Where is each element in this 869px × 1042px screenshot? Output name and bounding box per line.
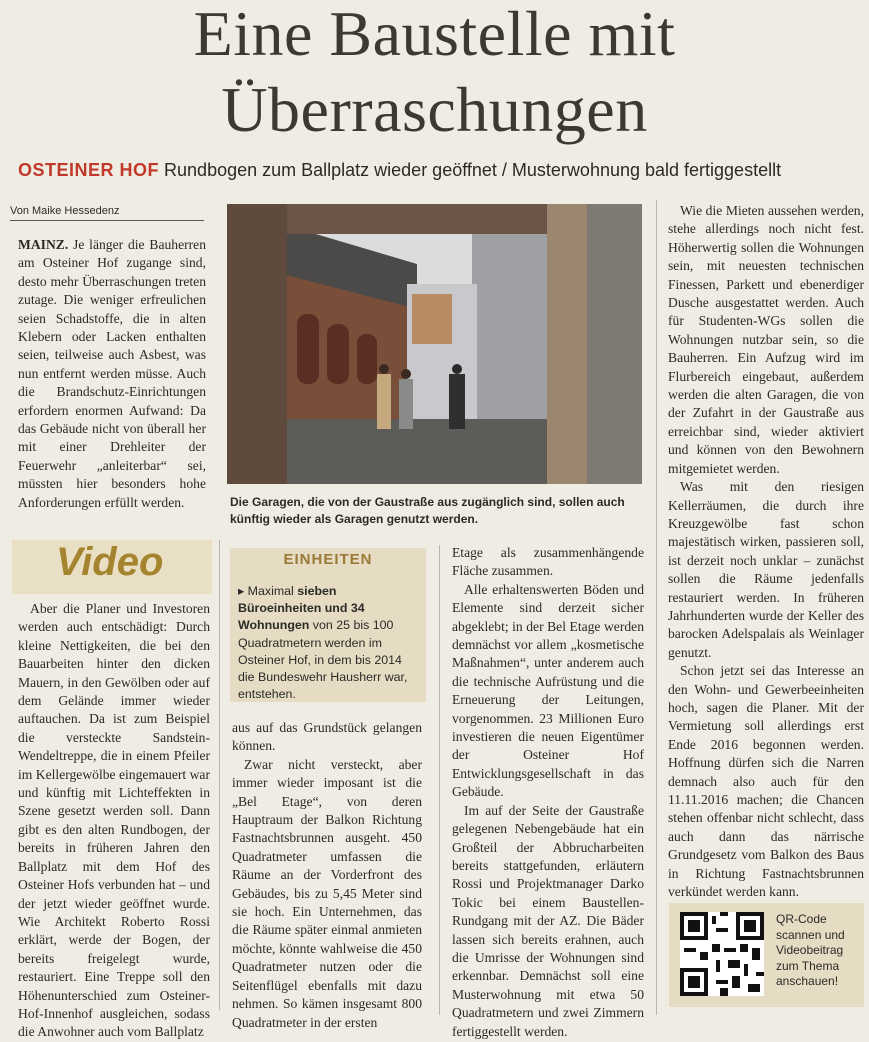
photo-caption: Die Garagen, die von der Gaustraße aus zugänglich sind, sollen auch künftig wieder als Garagen genutzt werden. bbox=[230, 495, 625, 526]
info-bold: sieben Büroeinheiten und 34 Wohnungen bbox=[238, 584, 365, 633]
column-divider bbox=[656, 200, 657, 1015]
intro-text: Je länger die Bauherren am Osteiner Hof zugange sind, desto mehr Überraschungen treten zutage. Die weniger erfreulichen seien Schadstoffe, die in alten Klebern oder Lacken enthalten seien, teilweise auch Asbest, was nun entfernt werden müsse. Auch die Brandschutz-Einrichtungen erfordern enormen Aufwand: Da das Gebäude nicht von überall her mit einer Drehleiter der Feuerwehr „anleiterbar“ sei, müssten hier besonders hohe Anforderungen erfüllt werden. bbox=[18, 237, 206, 510]
kicker-subtitle: Rundbogen zum Ballplatz wieder geöffnet / Musterwohnung bald fertiggestellt bbox=[164, 160, 782, 180]
column-4 bbox=[668, 202, 864, 901]
info-box-text bbox=[238, 583, 421, 703]
paragraph: Etage als zusammenhängende Fläche zusammen. bbox=[452, 545, 644, 579]
column-3 bbox=[452, 544, 644, 1041]
article-photo bbox=[227, 204, 642, 484]
qr-text: QR-Code scannen und Videobeitrag zum Thema anschauen! bbox=[776, 912, 845, 988]
paragraph: Was mit den riesigen Kellerräumen, die durch ihre Kreuzgewölbe fast schon majestätisch wirken, passieren soll, ist derzeit noch unklar – zunächst sollen die Räume jedenfalls restauriert werden. In früheren Jahrhunderten wurde der Keller des barocken Adelspalais als Weinlager genutzt. bbox=[668, 479, 864, 660]
column-2 bbox=[232, 719, 422, 1032]
byline: Von Maike Hessedenz bbox=[10, 205, 204, 221]
garage-courtyard-photo bbox=[227, 204, 642, 484]
column-1-top bbox=[18, 236, 206, 512]
info-rest: von 25 bis 100 Quadratmetern werden im Osteiner Hof, in dem bis 2014 die Bundeswehr Hausherr war, entstehen. bbox=[238, 618, 408, 702]
column-divider bbox=[219, 540, 220, 1010]
video-banner bbox=[12, 540, 212, 594]
paragraph: Zwar nicht versteckt, aber immer wieder imposant ist die „Bel Etage“, von deren Hauptraum der Balkon Richtung Fastnachtsbrunnen ausgeht. 450 Quadratmeter umfassen die Räume an der Vorderfront des Gebäudes, bis zu 5,45 Meter sind sie hoch. Ein Unternehmen, das die Räume später einmal anmieten möchte, könnte wahlweise die 450 Quadratmeter nutzen oder die Seitenflügel ebenfalls mit dazu nehmen. So kämen insgesamt 800 Quadratmeter in der ersten bbox=[232, 756, 422, 1030]
paragraph: Aber die Planer und Investoren werden auch entschädigt: Durch kleine Nettigkeiten, die bei den Bauarbeiten hinter den dicken Mauern, in den Gewölben oder auf dem Gelände immer wieder auftauchen. Da ist zum Beispiel die versteckte Sandstein-Wendeltreppe, die in einem Pfeiler im Kellergewölbe eingemauert war und künftig mit Lichteffekten in Szene gesetzt werden soll. Dann gibt es den alten Rundbogen, der bereits in früheren Jahren den Ballplatz mit dem Hof des Osteiner Hofs verbunden hat – und der jetzt wieder geöffnet wurde. Wie Architekt Roberto Rossi erklärt, werde der Bogen, der bereits freigelegt wurde, restauriert. Eine Treppe soll den Höhenunterschied zum Osteiner-Hof-Innenhof ausgleichen, sodass die Anwohner auch vom Ballplatz bbox=[18, 601, 210, 1040]
paragraph: Im auf der Seite der Gaustraße gelegenen Nebengebäude hat ein Großteil der Abbrucharbeiten bereits stattgefunden, erläutern Rossi und Projektmanager Darko Tokic bei einem Baustellen-Rundgang mit der AZ. Die Bäder lassen sich bereits erahnen, auch die Umrisse der Wohnungen sind erkennbar. Demnächst soll eine Musterwohnung mit etwa 50 Quadratmetern und zwei Zimmern fertiggestellt werden. bbox=[452, 802, 644, 1039]
kicker bbox=[18, 160, 781, 181]
kicker-section: OSTEINER HOF bbox=[18, 160, 160, 180]
qr-code-icon[interactable] bbox=[680, 912, 764, 996]
headline-line-2: Überraschungen bbox=[221, 74, 648, 145]
info-bullet: ▸ Maximal bbox=[238, 584, 294, 598]
video-label: Video bbox=[56, 540, 164, 584]
paragraph: Schon jetzt sei das Interesse an den Wohn- und Gewerbeeinheiten hoch, sagen die Planer. Mit der Vermietung soll allerdings erst Ende 2016 begonnen werden. Hoffnung dürfen sich die Narren demnach also auch für den 11.11.2016 machen; die Chancen stehen offenbar nicht schlecht, dass auch dann das närrische Grundgesetz vom Balkon des Baus in Richtung Fastnachtsbrunnen verkündet werden kann. bbox=[668, 663, 864, 900]
column-1-bottom bbox=[18, 600, 210, 1042]
paragraph: Wie die Mieten aussehen werden, stehe allerdings noch nicht fest. Höherwertig sollen die Wohnungen sein, mit neuesten technischen Finessen, Parkett und ebenerdiger Dusche ausgestattet werden. Auch für Studenten-WGs sollen die Wohnungen nutzbar sein, so die Bauherren. Ein Aufzug wird im Flurbereich eingebaut, außerdem werden die alten Garagen, die von der Zufahrt in der Gaustraße aus erreichbar sind, wieder aktiviert und können von den Bewohnern mitgemietet werden. bbox=[668, 203, 864, 476]
dateline: MAINZ. bbox=[18, 237, 69, 252]
info-box-title: EINHEITEN bbox=[283, 551, 373, 568]
column-divider bbox=[439, 545, 440, 1015]
headline-line-1: Eine Baustelle mit bbox=[193, 0, 676, 69]
paragraph: aus auf das Grundstück gelangen können. bbox=[232, 720, 422, 754]
paragraph: Alle erhaltenswerten Böden und Elemente sind derzeit sicher abgeklebt; in der Bel Etage werden demnächst vor allem „kosmetische Maßnahmen“, unter anderem auch die technische Aufrüstung und die Erneuerung der Leitungen, vorgenommen. 23 Millionen Euro investieren die neuen Eigentümer der Osteiner Hof Entwicklungsgesellschaft in das Gebäude. bbox=[452, 581, 644, 800]
